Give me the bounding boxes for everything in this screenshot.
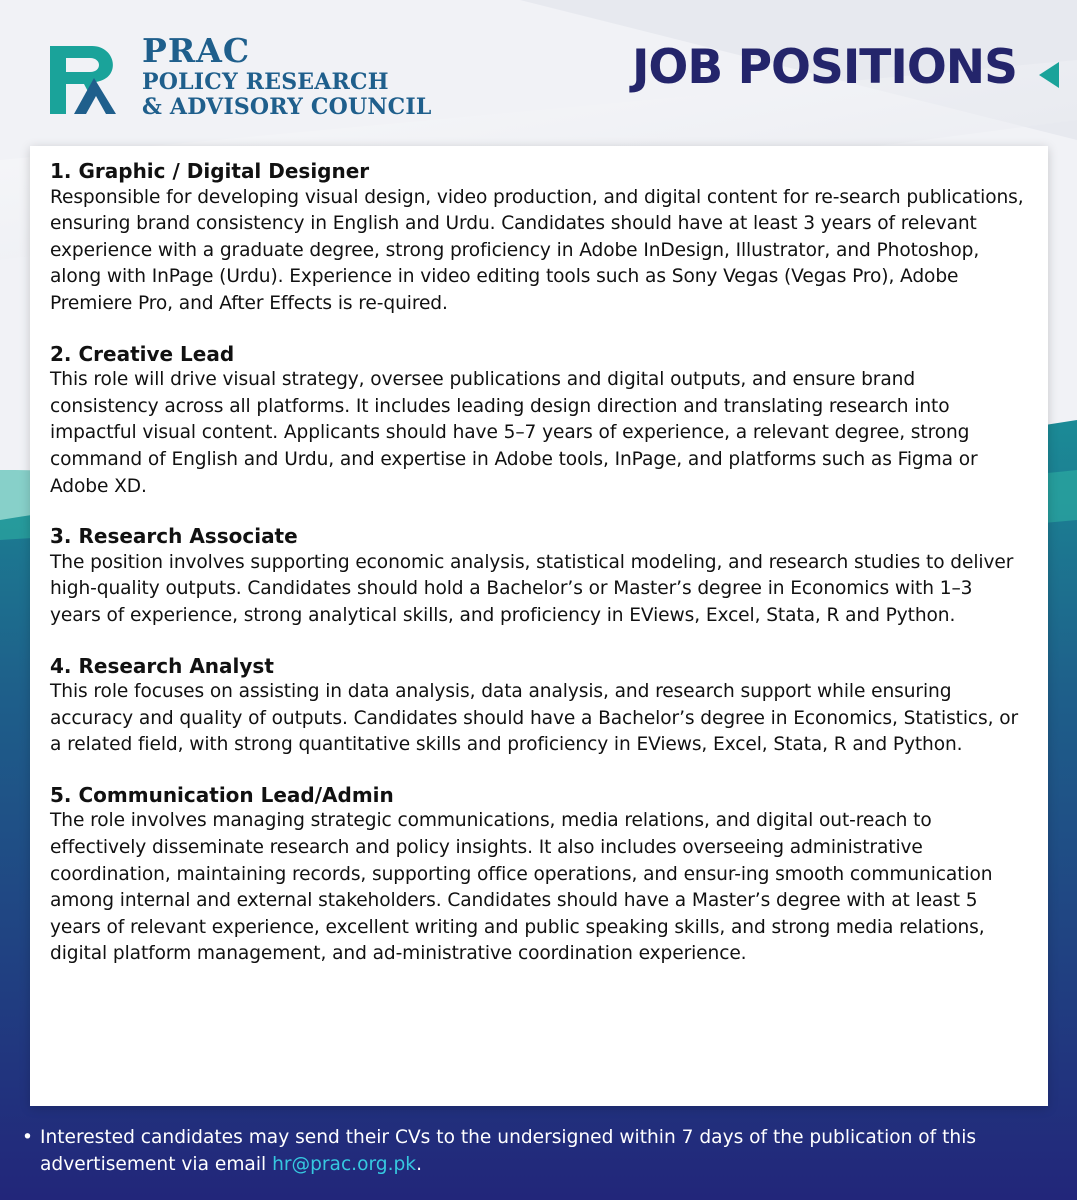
- footer-period: .: [416, 1154, 422, 1175]
- job-description: The role involves managing strategic communications, media relations, and digital out-reach to effectively disseminate research and policy insights. It also includes overseeing administrative coordination, maintaining records, supporting office operations, and ensur-ing smooth communication among internal and external stakeholders. Candidates should have a Master’s degree with at least 5 years of relevant experience, excellent writing and public speaking skills, and strong media relations, digital platform management, and ad-ministrative coordination experience.: [50, 810, 993, 965]
- bullet-icon: •: [22, 1127, 33, 1148]
- job-title: 2. Creative Lead: [50, 341, 235, 366]
- job-description: The position involves supporting economic analysis, statistical modeling, and research studies to deliver high-quality outputs. Candidates should hold a Bachelor’s or Master’s degree in Economics with 1–3 years of experience, strong analytical skills, and proficiency in EViews, Excel, Stata, R and Python.: [50, 551, 1014, 626]
- org-name-line-1: POLICY RESEARCH: [142, 69, 389, 95]
- org-short-name: PRAC: [142, 31, 251, 70]
- prac-logo-icon: [44, 38, 136, 118]
- job-item: [50, 523, 1028, 629]
- job-title: 1. Graphic / Digital Designer: [50, 159, 370, 183]
- job-title: 5. Communication Lead/Admin: [50, 782, 394, 807]
- job-item: [50, 341, 1028, 501]
- footer-message: Interested candidates may send their CVs to the undersigned within 7 days of the publication of this advertisement via email: [40, 1127, 977, 1175]
- job-description: Responsible for developing visual design, video production, and digital content for re-search publications, ensuring brand consistency in English and Urdu. Candidates should have at least 3 years of relevant experience with a graduate degree, strong proficiency in Adobe InDesign, Illustrator, and Photoshop, along with InPage (Urdu). Experience in video editing tools such as Sony Vegas (Vegas Pro), Adobe Premiere Pro, and After Effects is re-quired.: [50, 186, 1024, 314]
- job-title: 4. Research Analyst: [50, 653, 274, 678]
- job-item: [50, 158, 1028, 318]
- application-instructions: [22, 1124, 1057, 1178]
- job-title: 3. Research Associate: [50, 524, 298, 549]
- email-link[interactable]: hr@prac.org.pk: [272, 1154, 417, 1175]
- footer-text: [22, 1124, 1057, 1178]
- job-description: This role focuses on assisting in data analysis, data analysis, and research support while ensuring accuracy and quality of outputs. Candidates should have a Bachelor’s degree in Economics, Statistics, or a related field, with strong quantitative skills and proficiency in EViews, Excel, Stata, R and Python.: [50, 681, 1019, 756]
- org-name-line-2: & ADVISORY COUNCIL: [142, 94, 432, 120]
- job-list-card: [30, 146, 1048, 1106]
- header: [0, 0, 1077, 145]
- job-item: [50, 782, 1028, 968]
- page-title: JOB POSITIONS: [631, 40, 1017, 95]
- job-item: [50, 653, 1028, 759]
- job-description: This role will drive visual strategy, oversee publications and digital outputs, and ensure brand consistency across all platforms. It includes leading design direction and translating research into impactful visual content. Applicants should have 5–7 years of experience, a relevant degree, strong command of English and Urdu, and expertise in Adobe tools, InPage, and platforms such as Figma or Adobe XD.: [50, 369, 978, 497]
- left-arrow-icon: [1039, 62, 1059, 88]
